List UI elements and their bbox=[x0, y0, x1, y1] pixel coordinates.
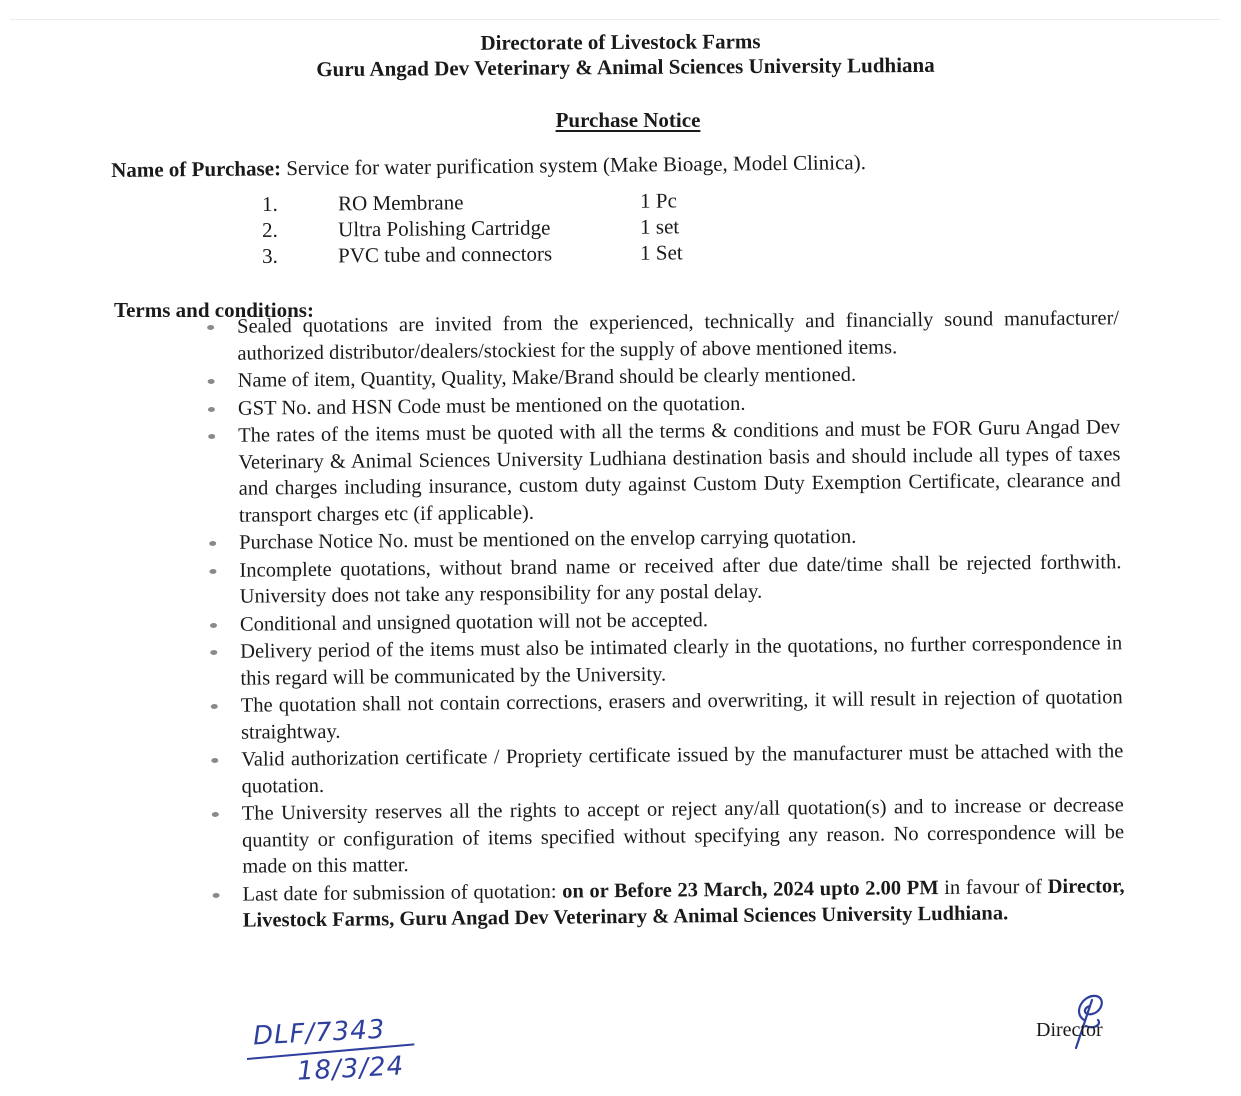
handwritten-reference bbox=[245, 1014, 425, 1093]
term-text: The University reserves all the rights to accept or reject any/all quotation(s) and to increase or decrease quantity or configuration of items specified without specifying any reason. No correspondence will be made on this matter. bbox=[241, 794, 1125, 878]
term-item bbox=[208, 414, 1121, 529]
term-text: Incomplete quotations, without brand name or received after due date/time shall be rejected forthwith. University does not take any responsibility for any postal delay. bbox=[239, 550, 1122, 608]
term-text: Delivery period of the items must also be intimated clearly in the quotations, no further correspondence in this regard will be communicated by the University. bbox=[240, 632, 1123, 690]
term-item bbox=[210, 630, 1122, 692]
item-quantity: 1 set bbox=[639, 214, 680, 239]
bullet-icon bbox=[208, 406, 215, 411]
term-item bbox=[211, 684, 1123, 746]
bullet-icon bbox=[211, 758, 218, 763]
term-text: Name of item, Quantity, Quality, Make/Brand should be clearly mentioned. bbox=[237, 363, 857, 392]
bullet-icon bbox=[208, 379, 215, 384]
item-quantity: 1 Set bbox=[639, 240, 683, 265]
purchase-label: Name of Purchase: bbox=[111, 156, 282, 182]
term-text: The quotation shall not contain corrections, erasers and overwriting, it will result in rejection of quotation straightway. bbox=[240, 686, 1123, 744]
term-item bbox=[212, 792, 1125, 880]
bullet-icon bbox=[209, 568, 216, 573]
bullet-icon bbox=[208, 434, 215, 439]
submission-recipient: Director, Livestock Farms, Guru Angad Dev Veterinary & Animal Sciences University Ludhiana. bbox=[242, 874, 1125, 932]
header-directorate: Directorate of Livestock Farms bbox=[480, 29, 761, 55]
bullet-icon bbox=[210, 650, 217, 655]
submission-deadline: on or Before 23 March, 2024 upto 2.00 PM bbox=[562, 876, 939, 903]
reference-date: 18/3/24 bbox=[296, 1051, 405, 1087]
bullet-icon bbox=[210, 622, 217, 627]
item-name: Ultra Polishing Cartridge bbox=[337, 215, 551, 242]
purchase-notice-title: Purchase Notice bbox=[555, 108, 701, 132]
reference-number: DLF/7343 bbox=[252, 1014, 387, 1052]
term-item-last-date bbox=[212, 873, 1124, 935]
bullet-icon bbox=[207, 325, 214, 330]
bullet-icon bbox=[211, 704, 218, 709]
term-text: The rates of the items must be quoted with all the terms & conditions and must be FOR Guru Angad Dev Veterinary & Animal Sciences University Ludhiana destination basis and should include all types of taxes and charges including insurance, custom duty against Custom Duty Exemption Certificate, clearance and transport charges etc (if applicable). bbox=[238, 416, 1121, 527]
term-item bbox=[209, 549, 1121, 611]
last-date-middle: in favour of bbox=[938, 875, 1048, 899]
bullet-icon bbox=[209, 541, 216, 546]
term-text: GST No. and HSN Code must be mentioned on the quotation. bbox=[237, 392, 746, 420]
item-number: 2. bbox=[262, 217, 278, 242]
item-number: 1. bbox=[262, 191, 278, 216]
purchase-name-line bbox=[111, 150, 866, 183]
item-name: PVC tube and connectors bbox=[337, 241, 553, 268]
bullet-icon bbox=[212, 812, 219, 817]
term-item bbox=[207, 305, 1119, 367]
terms-list bbox=[207, 305, 1125, 935]
item-number: 3. bbox=[262, 243, 278, 268]
page-title bbox=[0, 108, 1241, 133]
term-text: Purchase Notice No. must be mentioned on the envelop carrying quotation. bbox=[239, 525, 857, 554]
item-name: RO Membrane bbox=[337, 190, 464, 216]
header-university: Guru Angad Dev Veterinary & Animal Sciences University Ludhiana bbox=[316, 52, 935, 82]
term-text: Conditional and unsigned quotation will not be accepted. bbox=[239, 608, 709, 636]
signatory-title: Director bbox=[1036, 1019, 1103, 1041]
bullet-icon bbox=[213, 892, 220, 897]
term-text: Valid authorization certificate / Propriety certificate issued by the manufacturer must be attached with the quotation. bbox=[241, 740, 1124, 798]
last-date-prefix: Last date for submission of quotation: bbox=[242, 880, 563, 906]
term-text: Sealed quotations are invited from the experienced, technically and financially sound manufacturer/ authorized distributor/dealers/stockiest for the supply of above mentioned items. bbox=[237, 307, 1120, 365]
purchase-description: Service for water purification system (Make Bioage, Model Clinica). bbox=[286, 150, 867, 181]
item-quantity: 1 Pc bbox=[639, 188, 677, 213]
terms-heading: Terms and conditions: bbox=[114, 298, 314, 322]
term-item bbox=[211, 738, 1123, 800]
scan-edge-line bbox=[10, 19, 1220, 20]
